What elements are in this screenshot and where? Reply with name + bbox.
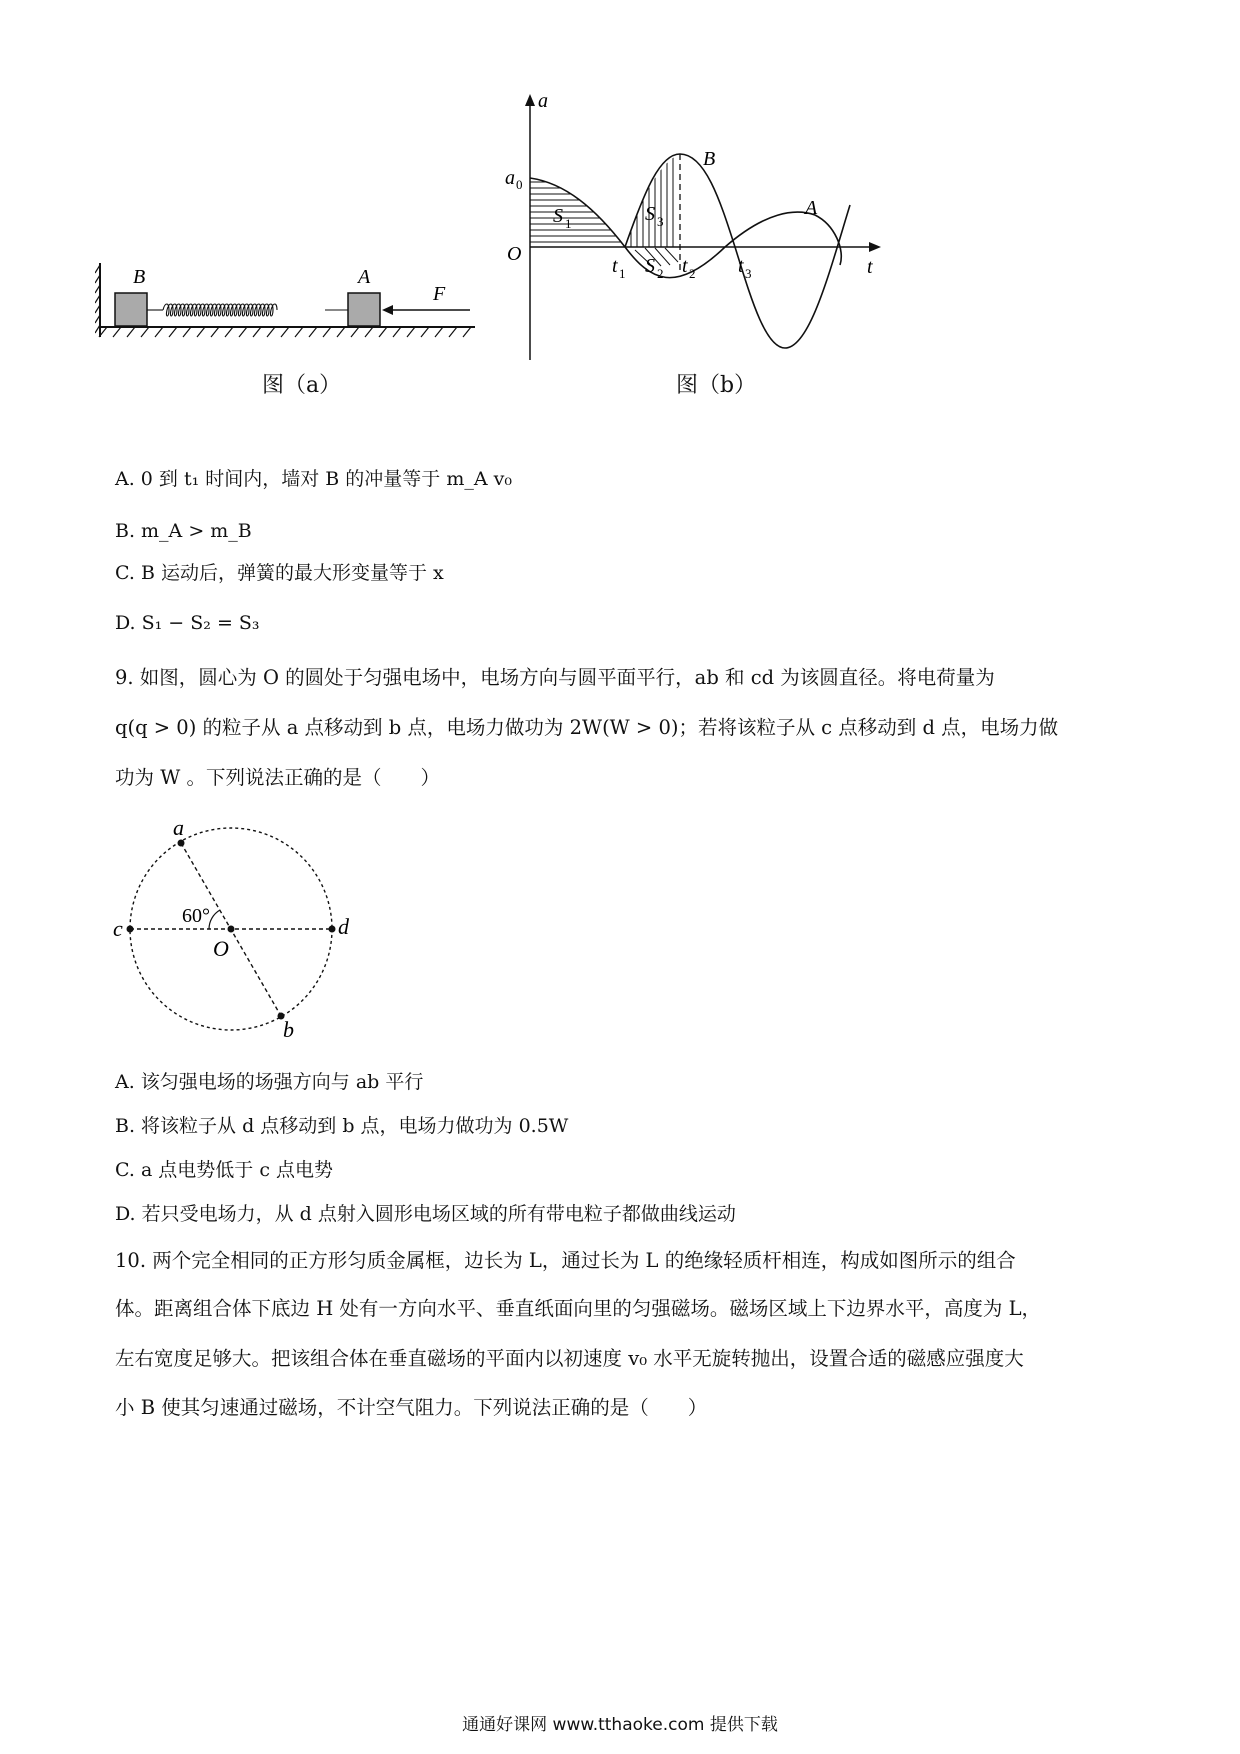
block-b: [115, 293, 147, 326]
a0-subscript: 0: [516, 177, 523, 192]
t1-label: t: [612, 255, 618, 277]
t2-label: t: [682, 255, 688, 277]
curve-b: [625, 154, 850, 348]
figure-b-acceleration-graph: [495, 90, 895, 370]
s3-label: S: [645, 203, 655, 225]
t3-subscript: 3: [745, 266, 752, 281]
page-footer: 通通好课网 www.tthaoke.com 提供下载: [462, 1715, 778, 1735]
q10-stem-line2: 体。距离组合体下底边 H 处有一方向水平、垂直纸面向里的匀强磁场。磁场区域上下边界水平，高度为 L，: [115, 1297, 1042, 1320]
origin-label: O: [507, 243, 522, 265]
label-d: d: [338, 914, 349, 939]
point-o: [228, 926, 235, 933]
s1-label: S: [553, 205, 563, 227]
ground-hatch: [99, 327, 471, 337]
q9-option-d: D. 若只受电场力，从 d 点射入圆形电场区域的所有带电粒子都做曲线运动: [115, 1203, 736, 1225]
q9-option-a: A. 该匀强电场的场强方向与 ab 平行: [115, 1071, 424, 1093]
s3-subscript: 3: [657, 214, 664, 229]
label-f: F: [433, 283, 446, 305]
axis-label-t: t: [867, 256, 873, 278]
curve-b-label: B: [703, 148, 716, 170]
label-o: O: [213, 936, 229, 961]
curve-a-label: A: [805, 197, 818, 219]
q9-option-b: B. 将该粒子从 d 点移动到 b 点，电场力做功为 0.5W: [115, 1115, 569, 1137]
figure-a-caption: 图（a）: [262, 373, 342, 398]
area-s2-hatch: [635, 248, 678, 266]
q8-option-c: C. B 运动后，弹簧的最大形变量等于 x: [115, 562, 444, 584]
label-c: c: [113, 916, 123, 941]
q8-option-d: D. S₁ − S₂ = S₃: [115, 612, 260, 634]
t3-label: t: [738, 255, 744, 277]
point-c: [127, 926, 134, 933]
label-b: b: [283, 1017, 294, 1042]
q8-option-b: B. m_A > m_B: [115, 520, 252, 542]
point-d: [329, 926, 336, 933]
label-b: B: [133, 266, 146, 288]
figure-b-caption: 图（b）: [676, 373, 757, 398]
s1-subscript: 1: [565, 216, 572, 231]
q9-stem-line3: 功为 W 。下列说法正确的是（ ）: [115, 766, 440, 789]
s2-subscript: 2: [657, 266, 664, 281]
spring: [147, 304, 348, 316]
point-a: [178, 840, 185, 847]
label-a: A: [358, 266, 371, 288]
area-s3-hatch: [631, 150, 673, 247]
q10-stem-line1: 10. 两个完全相同的正方形匀质金属框，边长为 L，通过长为 L 的绝缘轻质杆相连，构成如图所示的组合: [115, 1249, 1016, 1272]
q10-stem-line4: 小 B 使其匀速通过磁场，不计空气阻力。下列说法正确的是（ ）: [115, 1396, 708, 1419]
area-s1-hatch: [530, 182, 635, 242]
q9-option-c: C. a 点电势低于 c 点电势: [115, 1159, 334, 1181]
q8-option-a: A. 0 到 t₁ 时间内，墙对 B 的冲量等于 m_A v₀: [115, 468, 512, 490]
a0-label: a: [505, 167, 515, 189]
q9-stem-line2: q(q > 0) 的粒子从 a 点移动到 b 点，电场力做功为 2W(W > 0)；若将该粒子从 c 点移动到 d 点，电场力做: [115, 716, 1059, 739]
angle-arc: [209, 910, 220, 929]
t1-subscript: 1: [619, 266, 626, 281]
angle-label: 60°: [182, 905, 210, 927]
s2-label: S: [645, 255, 655, 277]
t2-subscript: 2: [689, 266, 696, 281]
block-a: [348, 293, 380, 326]
figure-a-spring-blocks: [95, 255, 485, 345]
label-a: a: [173, 815, 184, 840]
axis-label-a: a: [538, 90, 548, 112]
q10-stem-line3: 左右宽度足够大。把该组合体在垂直磁场的平面内以初速度 v₀ 水平无旋转抛出，设置合适的磁感应强度大: [115, 1347, 1024, 1370]
q9-circle-figure: [105, 815, 365, 1045]
q9-stem-line1: 9. 如图，圆心为 O 的圆处于匀强电场中，电场方向与圆平面平行，ab 和 cd 为该圆直径。将电荷量为: [115, 666, 995, 689]
